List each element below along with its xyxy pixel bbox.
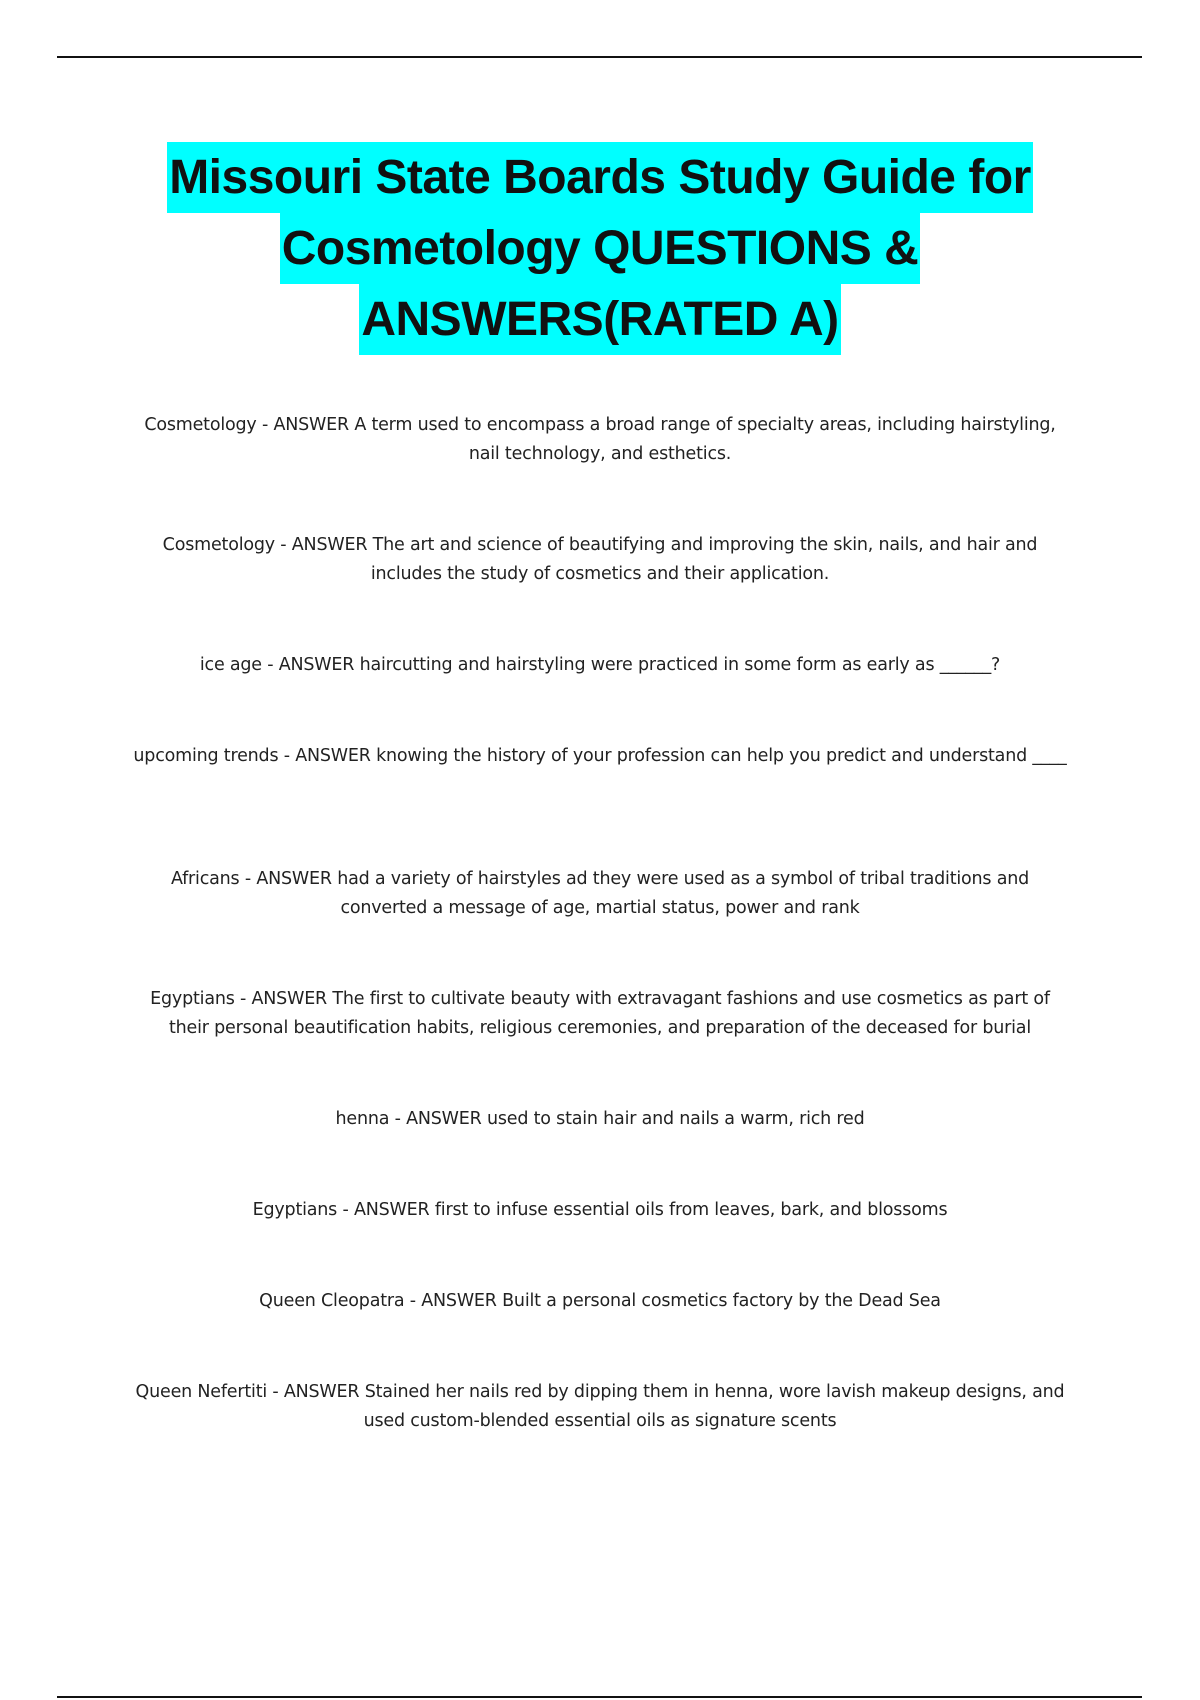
qa-answer-marker: ANSWER bbox=[291, 535, 368, 555]
qa-separator: - bbox=[234, 989, 252, 1009]
qa-term: Africans bbox=[170, 869, 240, 889]
qa-separator: - bbox=[274, 535, 292, 555]
qa-item bbox=[130, 1378, 1070, 1436]
qa-term: Egyptians bbox=[252, 1200, 338, 1220]
qa-answer: knowing the history of your profession can help you predict and understand ____ bbox=[376, 746, 1067, 766]
qa-answer-marker: ANSWER bbox=[421, 1291, 497, 1311]
qa-item bbox=[130, 411, 1070, 469]
qa-term: Queen Cleopatra bbox=[259, 1291, 405, 1311]
qa-answer-marker: ANSWER bbox=[406, 1109, 482, 1129]
qa-separator: - bbox=[239, 869, 257, 889]
qa-answer-marker: ANSWER bbox=[273, 415, 349, 435]
qa-answer-marker: ANSWER bbox=[251, 989, 328, 1009]
qa-answer-marker: ANSWER bbox=[256, 869, 332, 889]
qa-answer: The first to cultivate beauty with extravagant fashions and use cosmetics as part of their personal beautification habits, religious ceremonies, and preparation of the deceased for burial bbox=[169, 989, 1050, 1038]
qa-answer: first to infuse essential oils from leaves, bark, and blossoms bbox=[434, 1200, 948, 1220]
qa-term: Egyptians bbox=[150, 989, 235, 1009]
bottom-rule bbox=[57, 1696, 1142, 1698]
qa-term: upcoming trends bbox=[133, 746, 279, 766]
qa-term: Cosmetology bbox=[144, 415, 257, 435]
qa-item bbox=[130, 1196, 1070, 1225]
qa-term: ice age bbox=[199, 655, 262, 675]
qa-answer-marker: ANSWER bbox=[295, 746, 371, 766]
qa-item bbox=[130, 1105, 1070, 1134]
title-line-2: Cosmetology QUESTIONS & bbox=[280, 213, 921, 284]
qa-answer-marker: ANSWER bbox=[283, 1382, 360, 1402]
title-line-1: Missouri State Boards Study Guide for bbox=[167, 142, 1033, 213]
title-line-3: ANSWERS(RATED A) bbox=[359, 284, 840, 355]
qa-answer: had a variety of hairstyles ad they were used as a symbol of tribal traditions and converted a message of age, martial status, power and rank bbox=[337, 869, 1030, 918]
qa-item bbox=[130, 742, 1070, 771]
qa-answer: haircutting and hairstyling were practiced in some form as early as ______? bbox=[359, 655, 1001, 675]
qa-item bbox=[130, 865, 1070, 923]
qa-separator: - bbox=[278, 746, 296, 766]
qa-answer: A term used to encompass a broad range of specialty areas, including hairstyling, nail technology, and esthetics. bbox=[354, 415, 1056, 464]
qa-separator: - bbox=[404, 1291, 422, 1311]
qa-answer: Stained her nails red by dipping them in henna, wore lavish makeup designs, and used custom-blended essential oils as signature scents bbox=[363, 1382, 1065, 1431]
qa-term: Queen Nefertiti bbox=[135, 1382, 268, 1402]
qa-item bbox=[130, 1287, 1070, 1316]
qa-separator: - bbox=[267, 1382, 284, 1402]
qa-answer-marker: ANSWER bbox=[353, 1200, 430, 1220]
qa-answer-marker: ANSWER bbox=[278, 655, 355, 675]
qa-answer: used to stain hair and nails a warm, rich red bbox=[486, 1109, 865, 1129]
qa-item bbox=[130, 985, 1070, 1043]
qa-separator: - bbox=[337, 1200, 354, 1220]
qa-separator: - bbox=[256, 415, 274, 435]
qa-answer: Built a personal cosmetics factory by the Dead Sea bbox=[502, 1291, 941, 1311]
qa-item bbox=[130, 531, 1070, 589]
qa-answer: The art and science of beautifying and improving the skin, nails, and hair and includes the study of cosmetics and their application. bbox=[370, 535, 1038, 584]
qa-term: Cosmetology bbox=[162, 535, 275, 555]
qa-term: henna bbox=[335, 1109, 390, 1129]
qa-item bbox=[130, 651, 1070, 680]
qa-separator: - bbox=[389, 1109, 407, 1129]
qa-separator: - bbox=[261, 655, 279, 675]
